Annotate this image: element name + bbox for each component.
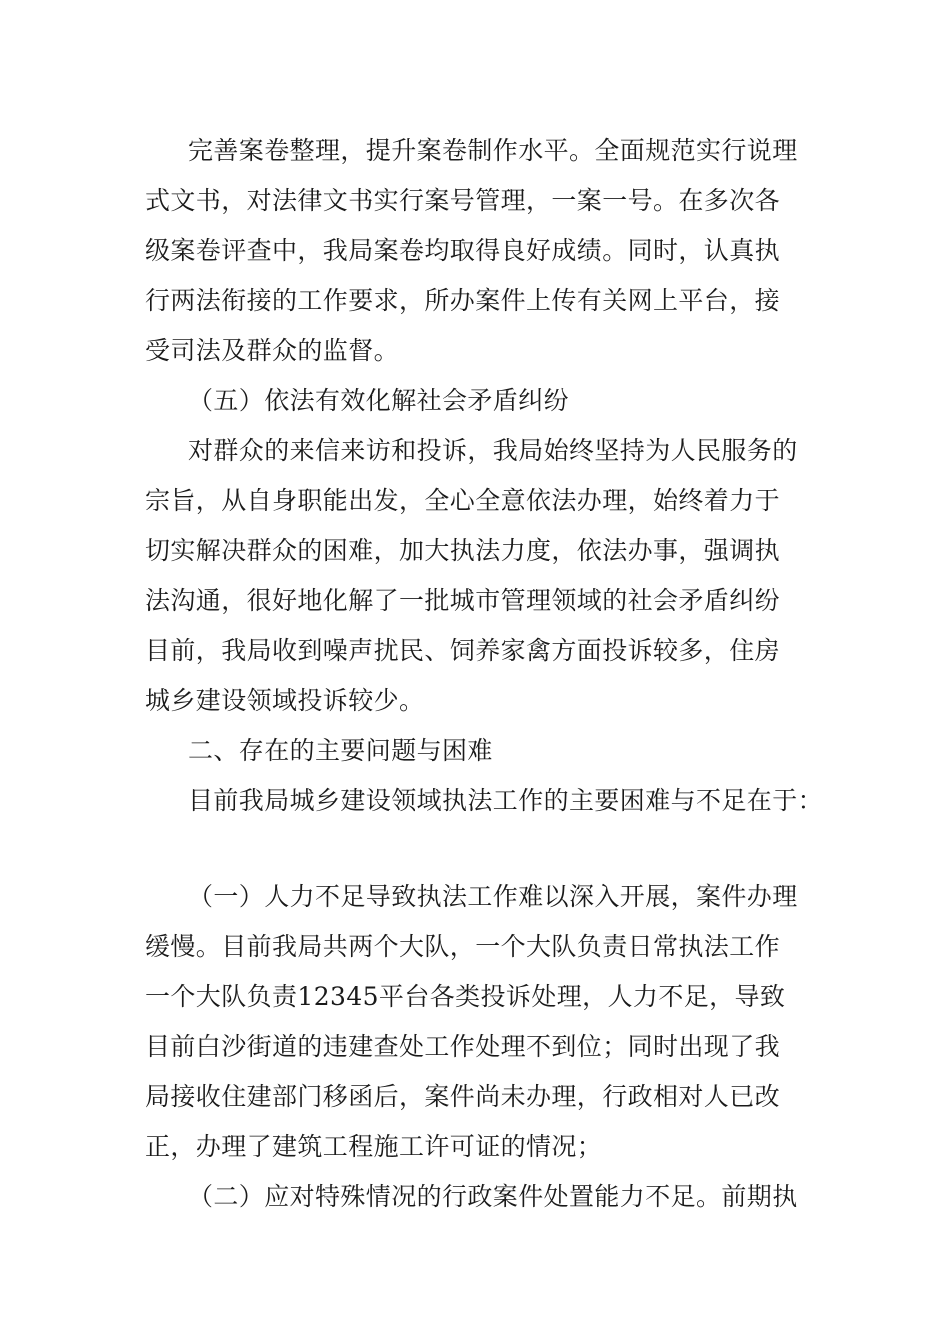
- paragraph-line: 受司法及群众的监督。: [145, 336, 400, 365]
- paragraph-line: 法沟通，很好地化解了一批城市管理领域的社会矛盾纠纷: [145, 586, 781, 615]
- paragraph-line: 城乡建设领域投诉较少。: [145, 686, 425, 715]
- paragraph-line: 切实解决群众的困难，加大执法力度，依法办事，强调执: [145, 536, 781, 565]
- paragraph-line: （一）人力不足导致执法工作难以深入开展，案件办理: [188, 882, 798, 911]
- paragraph-line: 式文书，对法律文书实行案号管理，一案一号。在多次各: [145, 186, 781, 215]
- paragraph-line: 行两法衔接的工作要求，所办案件上传有关网上平台，接: [145, 286, 781, 315]
- paragraph-line: 对群众的来信来访和投诉，我局始终坚持为人民服务的: [188, 436, 798, 465]
- paragraph-line: 完善案卷整理，提升案卷制作水平。全面规范实行说理: [188, 136, 798, 165]
- paragraph-line: 一个大队负责12345平台各类投诉处理，人力不足，导致: [145, 982, 786, 1011]
- paragraph-line: 目前我局城乡建设领域执法工作的主要困难与不足在于：: [188, 786, 824, 815]
- section-heading: 二、存在的主要问题与困难: [188, 736, 493, 765]
- paragraph-line: 宗旨，从自身职能出发，全心全意依法办理，始终着力于: [145, 486, 781, 515]
- paragraph-line: 正，办理了建筑工程施工许可证的情况；: [145, 1132, 603, 1161]
- paragraph-line: 缓慢。目前我局共两个大队，一个大队负责日常执法工作: [145, 932, 781, 961]
- paragraph-line: 目前白沙街道的违建查处工作处理不到位；同时出现了我: [145, 1032, 781, 1061]
- paragraph-line: 级案卷评查中，我局案卷均取得良好成绩。同时，认真执: [145, 236, 781, 265]
- paragraph-line: 目前，我局收到噪声扰民、饲养家禽方面投诉较多，住房: [145, 636, 781, 665]
- paragraph-line: 局接收住建部门移函后，案件尚未办理，行政相对人已改: [145, 1082, 781, 1111]
- paragraph-line: （二）应对特殊情况的行政案件处置能力不足。前期执: [188, 1182, 798, 1211]
- section-heading: （五）依法有效化解社会矛盾纠纷: [188, 386, 570, 415]
